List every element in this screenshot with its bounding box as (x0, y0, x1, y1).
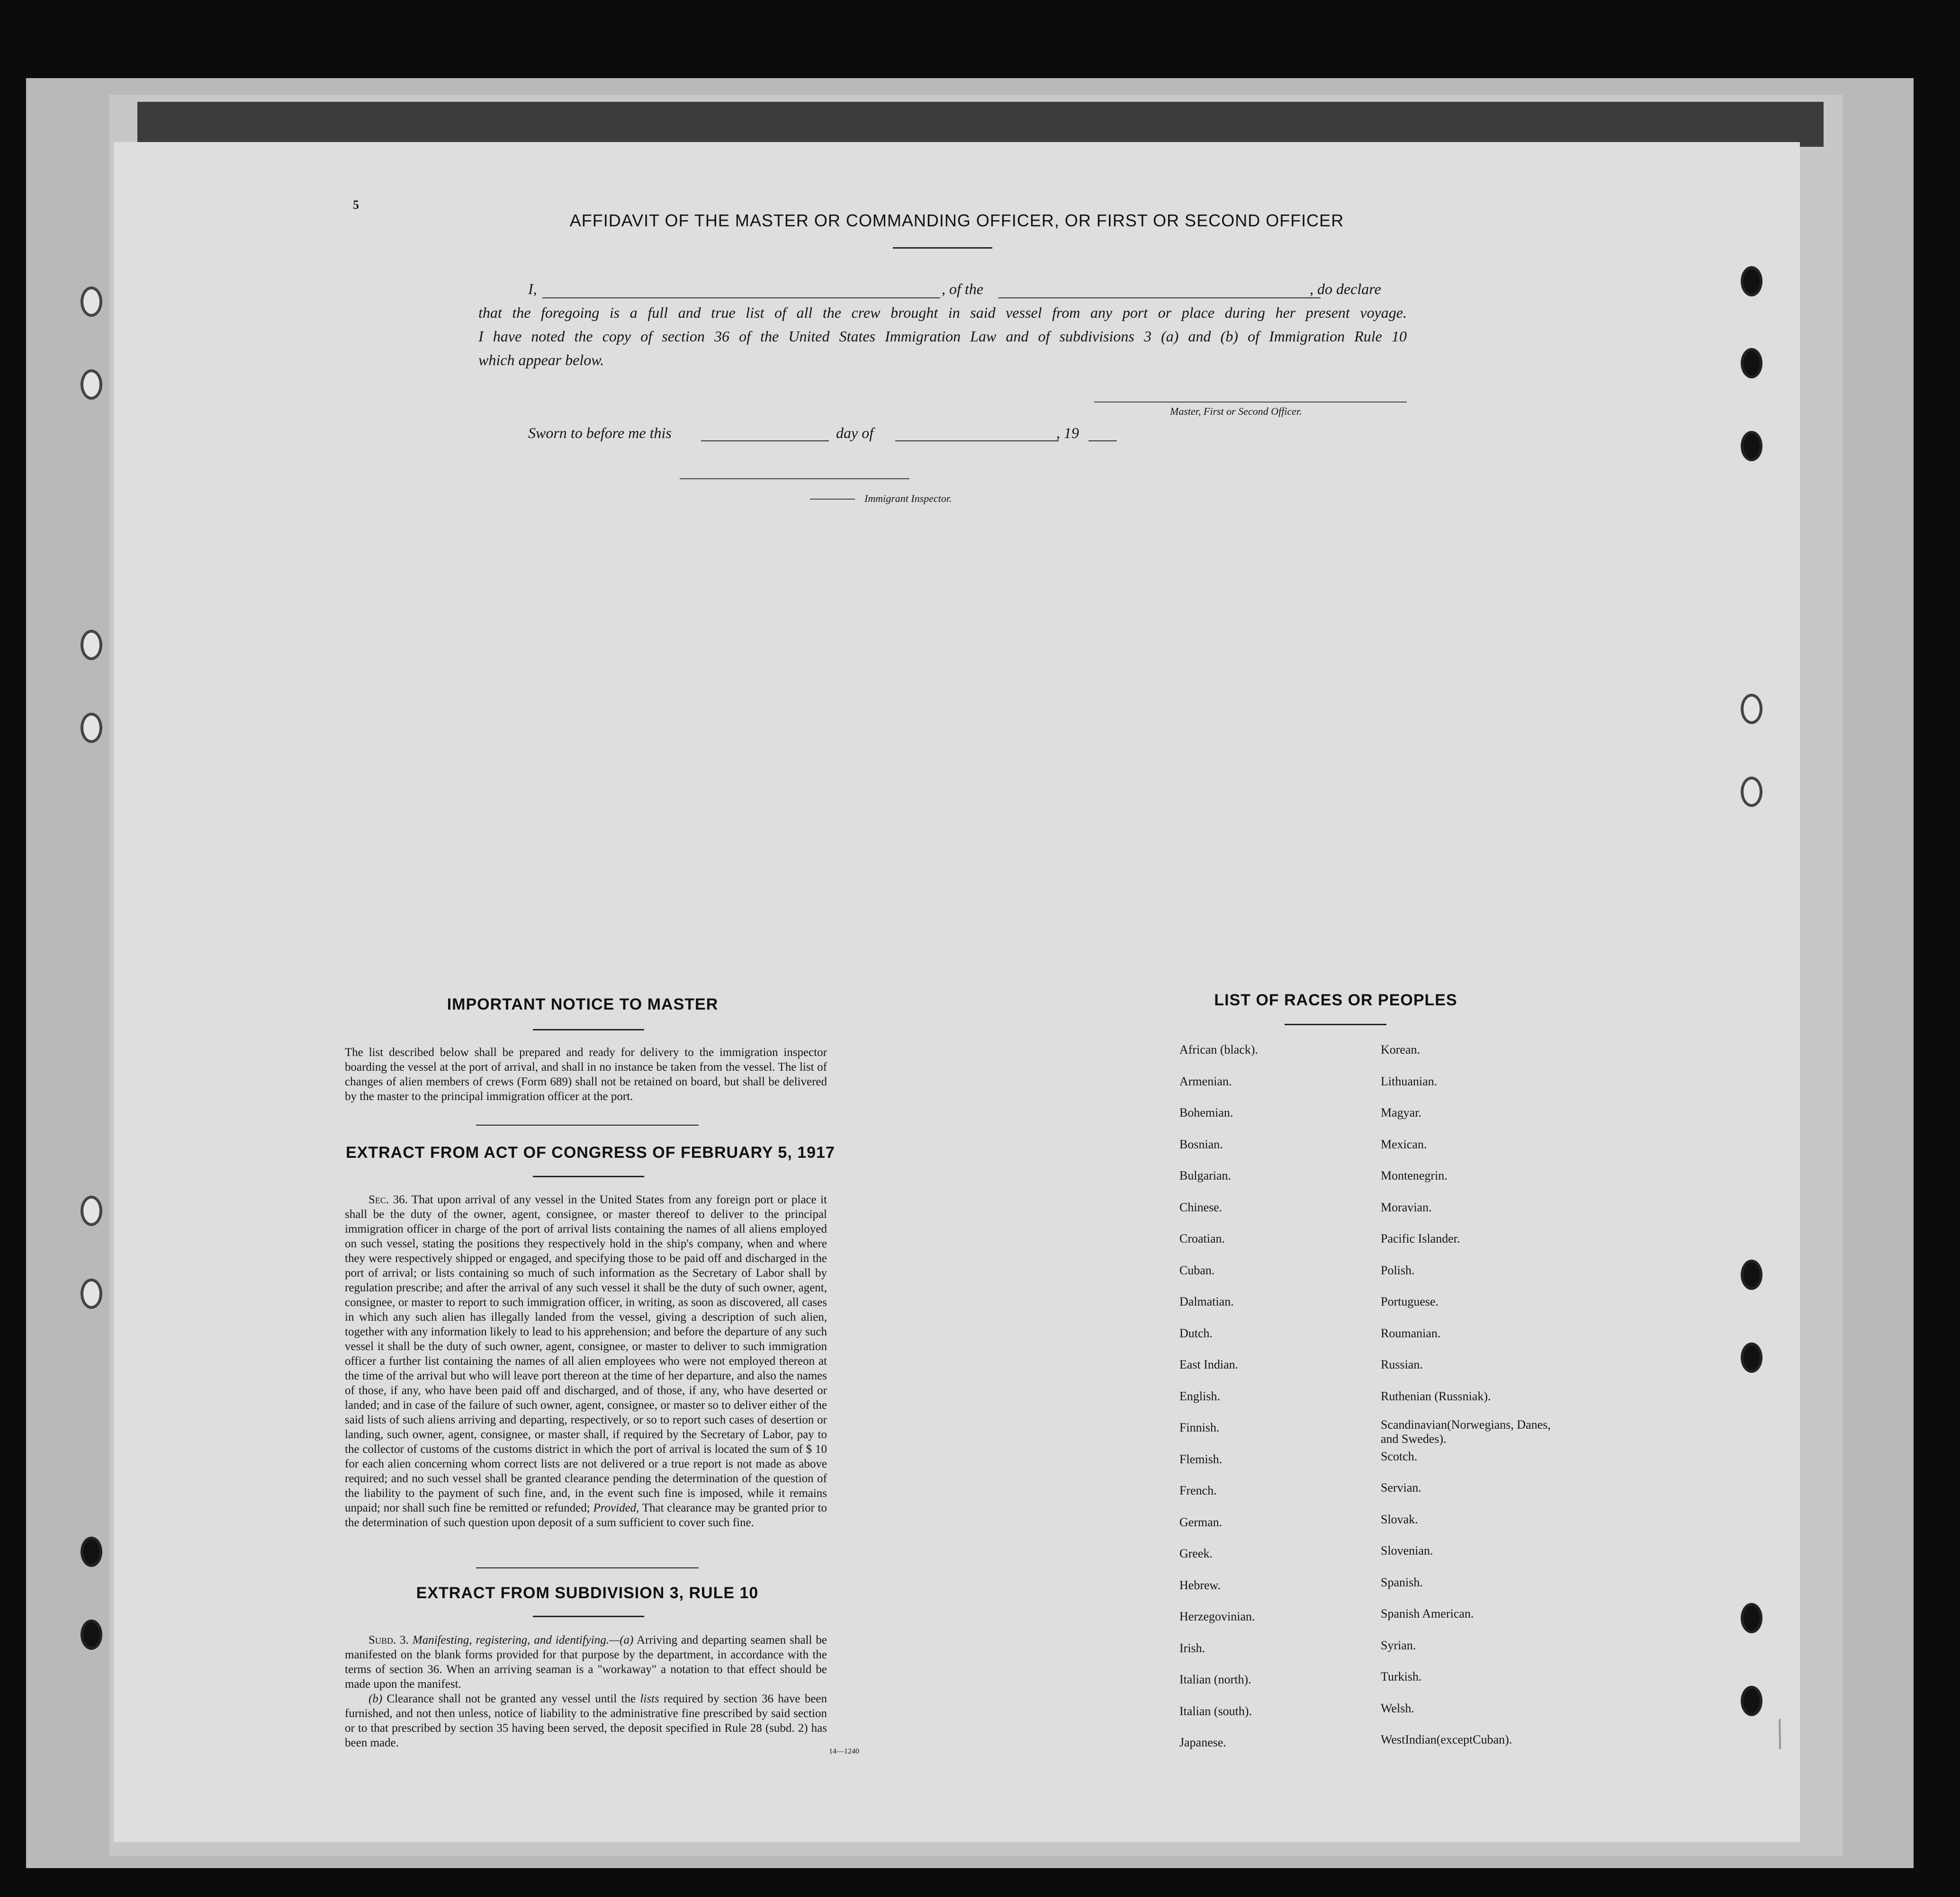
race-item: Bohemian. (1179, 1106, 1233, 1119)
races-list-right (1381, 1043, 1556, 1764)
signature-caption: Master, First or Second Officer. (1170, 405, 1302, 417)
inspector-dash (810, 499, 855, 500)
act-title: EXTRACT FROM ACT OF CONGRESS OF FEBRUARY 5, 1917 (346, 1144, 835, 1162)
race-item: East Indian. (1179, 1358, 1239, 1371)
name-blank (542, 297, 940, 298)
rule-text-a (345, 1633, 827, 1691)
binder-hole (81, 369, 102, 400)
race-item: Magyar. (1381, 1106, 1421, 1119)
race-item: Finnish. (1179, 1421, 1220, 1434)
race-item: Polish. (1381, 1263, 1415, 1277)
race-item: Scandinavian(Norwegians, Danes, and Swedes). (1381, 1418, 1551, 1446)
binder-hole (81, 713, 102, 743)
notice-text: The list described below shall be prepared and ready for delivery to the immigration inspector boarding the vessel at the port of arrival, and shall in no instance be taken from the vessel. The list of changes of alien members of crews (Form 689) shall not be retained on board, but shall be delivered by the master to the principal immigration officer at the port. (345, 1046, 827, 1103)
subd-a-text: Arriving and departing seamen shall be manifested on the blank forms provided for that purpose by the department, in accordance with the terms of section 36. When an arriving seaman is a "workaway" a notation to that effect should be made upon the manifest. (345, 1634, 827, 1691)
inspector-caption: Immigrant Inspector. (864, 492, 952, 504)
vessel-blank (998, 297, 1321, 298)
year-blank (1088, 440, 1117, 441)
binder-hole (1741, 1342, 1762, 1373)
binder-hole (1741, 266, 1762, 296)
race-item: Montenegrin. (1381, 1169, 1448, 1182)
affidavit-page (114, 142, 1800, 1842)
binder-hole (1741, 1603, 1762, 1633)
binder-hole (81, 1279, 102, 1309)
race-item: Cuban. (1179, 1263, 1215, 1277)
subd-b-label: (b) (369, 1692, 383, 1705)
binder-hole (81, 1620, 102, 1650)
rule-rule (533, 1616, 644, 1617)
page-mark: 5 (353, 198, 359, 212)
notice-divider (476, 1125, 699, 1126)
race-item: Slovak. (1381, 1512, 1418, 1526)
race-item: WestIndian(exceptCuban). (1381, 1733, 1512, 1746)
race-item: Slovenian. (1381, 1544, 1433, 1557)
race-item: Chinese. (1179, 1200, 1223, 1214)
form-number: 14—1240 (829, 1747, 859, 1755)
act-divider (476, 1567, 699, 1568)
race-item: Japanese. (1179, 1736, 1226, 1749)
title-rule (893, 247, 992, 249)
race-item: Croatian. (1179, 1232, 1225, 1245)
sworn-day-blank (701, 440, 829, 441)
race-item: Welsh. (1381, 1701, 1414, 1715)
race-item: Dutch. (1179, 1326, 1213, 1340)
race-item: Servian. (1381, 1481, 1421, 1494)
race-item: Greek. (1179, 1547, 1213, 1560)
race-item: German. (1179, 1515, 1223, 1529)
act-rule (533, 1176, 644, 1177)
affidavit-line-2: I have noted the copy of section 36 of the United States Immigration Law and of subdivisions 3 (a) and (b) of Immigration Rule 10 (478, 328, 1407, 345)
race-item: Roumanian. (1381, 1326, 1441, 1340)
binder-hole (1741, 1686, 1762, 1716)
binder-hole (1741, 1260, 1762, 1290)
subd-heading: Manifesting, registering, and identifying. (412, 1634, 609, 1646)
race-item: Scotch. (1381, 1449, 1418, 1463)
i-label: I, (528, 280, 537, 297)
binder-hole (81, 1196, 102, 1226)
of-the-label: , of the (942, 280, 983, 297)
subd-b-lists: lists (640, 1692, 659, 1705)
race-item: Turkish. (1381, 1670, 1422, 1683)
subd-label: Subd. 3. (369, 1634, 409, 1646)
race-item: Dalmatian. (1179, 1295, 1234, 1308)
section-label: Sec. 36. (369, 1193, 408, 1206)
sworn-label: Sworn to before me this (528, 424, 672, 441)
races-list-left (1179, 1043, 1258, 1767)
binder-hole (1741, 694, 1762, 724)
race-item: Russian. (1381, 1358, 1423, 1371)
affidavit-title: AFFIDAVIT OF THE MASTER OR COMMANDING OFFICER, OR FIRST OR SECOND OFFICER (569, 211, 1344, 230)
binder-hole (1741, 348, 1762, 378)
race-item: Ruthenian (Russniak). (1381, 1389, 1491, 1403)
subd-b-text-1: Clearance shall not be granted any vessel until the (387, 1692, 636, 1705)
affidavit-line-1: that the foregoing is a full and true list of all the crew brought in said vessel from any port or place during her present voyage. (478, 304, 1407, 321)
race-item: English. (1179, 1389, 1220, 1403)
race-item: French. (1179, 1484, 1217, 1497)
act-body: That upon arrival of any vessel in the United States from any foreign port or place it shall be the duty of the owner, agent, consignee, or master thereof to deliver to the principal immigration officer in charge of the port of arrival lists containing the names of all aliens employed on such vessel, stating the positions they respectively hold in the ship's company, when and where they were respectively shipped or engaged, and specifying those to be paid off and discharged in the port of arrival; or lists containing so much of such information as the Secretary of Labor shall by regulation prescribe; and after the arrival of any such vessel it shall be the duty of such owner, agent, consignee, or master to report to such immigration officer, in writing, as soon as discovered, all cases in which any such alien has illegally landed from the vessel, giving a description of such alien, together with any information likely to lead to his apprehension; and before the departure of any such vessel it shall be the duty of such owner, agent, consignee, or master to deliver to such immigration officer a further list containing the names of all alien employees who were not employed thereon at the time of the arrival but who will leave port thereon at the time of her departure, and also the names of those, if any, who have been paid off and discharged, and of those, if any, who have deserted or landed; and in case of the failure of such owner, agent, consignee, or master so to deliver either of the said lists of such aliens arriving and departing, respectively, or so to report such cases of desertion or landing, such owner, agent, consignee, or master shall, if required by the Secretary of Labor, pay to the collector of customs of the customs district in which the port of arrival is located the sum of $ 10 for each alien concerning whom correct lists are not delivered or a true report is not made as above required; and no such vessel shall be granted clearance pending the determination of the question of the liability to the payment of such fine, and, in the event such fine is imposed, while it remains unpaid; nor shall such fine be remitted or refunded; (345, 1193, 827, 1514)
race-item: Korean. (1381, 1043, 1421, 1056)
inspector-line (680, 478, 909, 479)
race-item: Herzegovinian. (1179, 1610, 1255, 1623)
race-item: Syrian. (1381, 1638, 1416, 1652)
race-item: Hebrew. (1179, 1578, 1221, 1592)
notice-rule (533, 1029, 644, 1030)
race-item: Armenian. (1179, 1074, 1232, 1088)
race-item: African (black). (1179, 1043, 1259, 1056)
binder-hole (1741, 431, 1762, 461)
race-item: Spanish American. (1381, 1607, 1474, 1620)
do-declare-label: , do declare (1310, 280, 1381, 297)
race-item: Spanish. (1381, 1575, 1423, 1589)
race-item: Bosnian. (1179, 1137, 1223, 1151)
race-item: Mexican. (1381, 1137, 1427, 1151)
race-item: Flemish. (1179, 1452, 1223, 1466)
race-item: Italian (north). (1179, 1673, 1251, 1686)
race-item: Lithuanian. (1381, 1074, 1438, 1088)
sworn-month-blank (895, 440, 1059, 441)
binder-hole (81, 1537, 102, 1567)
binding-band (137, 102, 1824, 147)
races-title: LIST OF RACES OR PEOPLES (1214, 991, 1457, 1009)
races-rule (1285, 1024, 1386, 1025)
binder-hole (81, 630, 102, 660)
affidavit-line-3: which appear below. (478, 351, 604, 368)
rule-text-b (345, 1691, 827, 1750)
day-of-label: day of (836, 424, 874, 441)
act-body-end: That clearance may be granted prior to the determination of such question upon deposit of a sum sufficient to cover such fine. (345, 1502, 827, 1529)
binder-hole (1741, 777, 1762, 807)
handwritten-mark: / (1766, 1709, 1794, 1758)
race-item: Portuguese. (1381, 1295, 1439, 1308)
binder-hole (81, 286, 102, 317)
race-item: Moravian. (1381, 1200, 1432, 1214)
provided-label: Provided, (593, 1502, 639, 1514)
race-item: Pacific Islander. (1381, 1232, 1460, 1245)
race-item: Italian (south). (1179, 1704, 1252, 1718)
act-text (345, 1192, 827, 1530)
race-item: Irish. (1179, 1641, 1205, 1655)
subd-b-text-2: required by section 36 have been furnished, and not then unless, notice of liability to the administrative fine prescribed by said section or to that prescribed by section 35 having been served, the deposit specified in Rule 28 (subd. 2) has been made. (345, 1692, 827, 1749)
subd-a-label: —(a) (609, 1634, 634, 1646)
notice-title: IMPORTANT NOTICE TO MASTER (447, 995, 719, 1013)
rule-title: EXTRACT FROM SUBDIVISION 3, RULE 10 (416, 1584, 759, 1602)
year-label: , 19 (1056, 424, 1079, 441)
signature-line (1094, 402, 1407, 403)
race-item: Bulgarian. (1179, 1169, 1232, 1182)
